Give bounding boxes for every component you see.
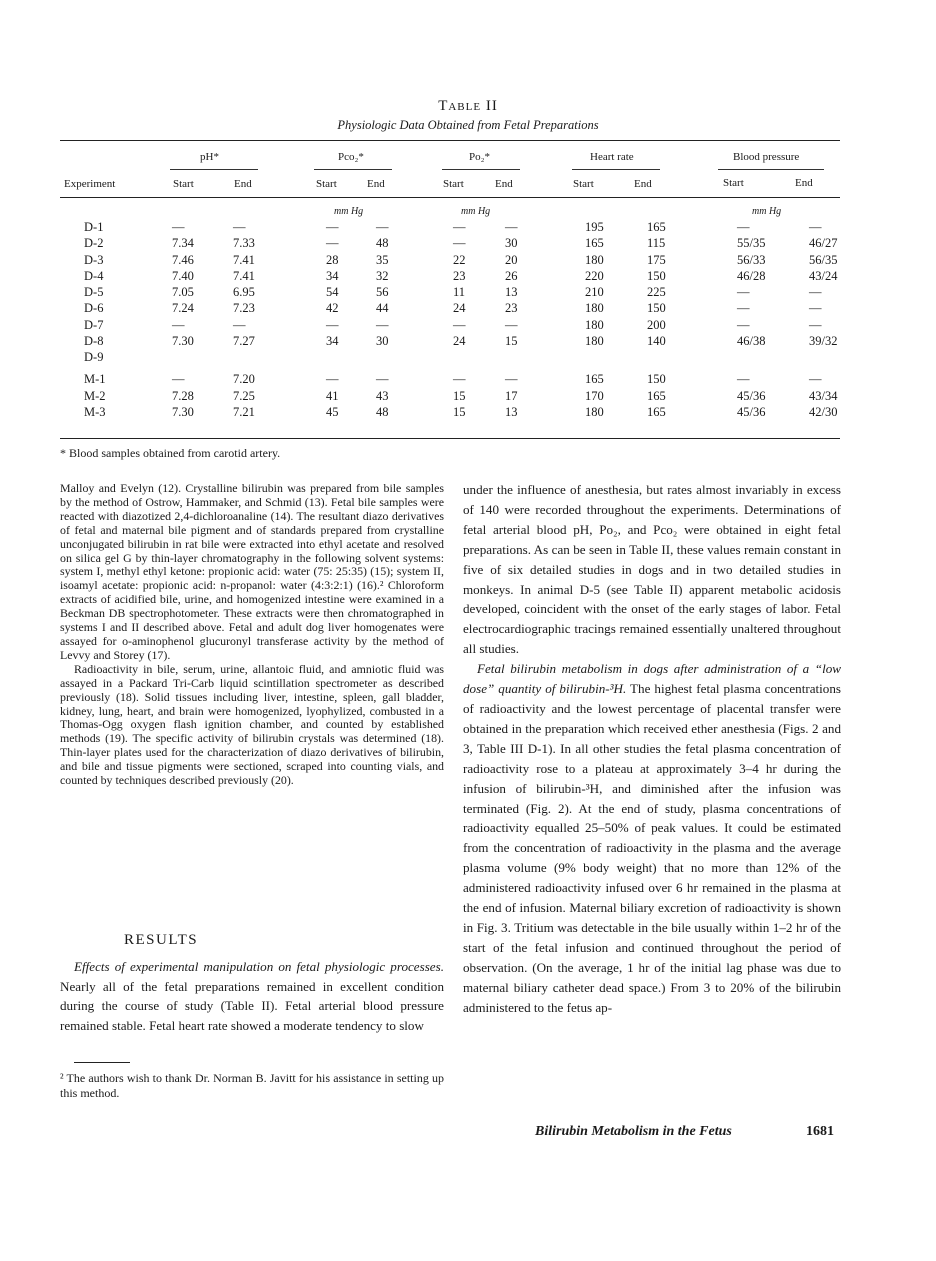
table-cell: 165 <box>647 220 666 234</box>
header-experiment: Experiment <box>64 178 116 190</box>
table-cell: 15 <box>453 388 466 403</box>
table-cell: 7.24 <box>172 301 194 316</box>
header-end: End <box>634 178 652 190</box>
left-paragraph-2: Radioactivity in bile, serum, urine, allantoic fluid, and amniotic fluid was assayed in a Packard Tri-Carb liquid scintillation spectrometer as described previously (18). Solid tissues including liver, intestine, spleen, gall bladder, kidney, lung, heart, and brain were homogenized, lyophylized, combusted in a Thomas-Ogg oxygen flash ignition chamber, and counted by established methods (19). The specific activity of bilirubin crystals was determined (18). Thin-layer plates used for the characterization of diazo derivatives of bilirubin, and bile and tissue pigments were sectioned, scraped into counting vials, and counted by techniques described previously (20). <box>60 661 444 788</box>
table-cell: 140 <box>647 334 666 349</box>
table-cell: — <box>172 317 185 332</box>
table-row <box>62 349 857 365</box>
table-cell: — <box>505 220 518 234</box>
table-cell <box>233 349 326 365</box>
table-cell: 115 <box>647 236 666 251</box>
table-cell: 39/32 <box>809 334 838 349</box>
table-cell: 45 <box>326 404 339 419</box>
table-header-rule <box>60 197 840 198</box>
table-cell <box>647 349 737 365</box>
table-cell <box>453 349 505 365</box>
table-cell: 7.33 <box>233 236 255 251</box>
table-cell: 11 <box>453 285 466 300</box>
table-cell: 48 <box>376 236 389 251</box>
table-row <box>62 219 857 235</box>
table-cell: 23 <box>505 301 518 316</box>
table-cell: — <box>453 317 466 332</box>
table-cell: 180 <box>585 404 604 419</box>
right-paragraph-2-head: Fetal bilirubin metabolism in dogs after administration of a “low dose” quantity of bilirubin-³H. <box>463 661 841 697</box>
table-cell <box>326 349 376 365</box>
header-ph: pH* <box>200 151 219 163</box>
experiment-id: D-8 <box>84 334 104 349</box>
data-table <box>62 219 857 420</box>
table-cell: 165 <box>647 404 666 419</box>
experiment-id: M-3 <box>84 404 106 419</box>
table-row <box>62 235 857 251</box>
table-cell: 225 <box>647 285 666 300</box>
table-cell: — <box>809 317 822 332</box>
table-cell: 6.95 <box>233 285 255 300</box>
left-column <box>60 482 444 788</box>
table-cell: 7.41 <box>233 268 255 283</box>
header-heart-rate: Heart rate <box>590 151 634 163</box>
header-end: End <box>367 178 385 190</box>
table-cell: 43/24 <box>809 268 838 283</box>
table-cell: 180 <box>585 301 604 316</box>
table-cell: 56 <box>376 285 389 300</box>
table-cell: 7.21 <box>233 404 255 419</box>
table-row <box>62 300 857 316</box>
table-cell: 200 <box>647 317 666 332</box>
table-cell: 7.41 <box>233 252 255 267</box>
table-cell: 20 <box>505 252 518 267</box>
table-cell: 7.27 <box>233 334 255 349</box>
table-cell: 15 <box>453 404 466 419</box>
table-cell: 195 <box>585 220 604 234</box>
table-cell: 220 <box>585 268 604 283</box>
table-cell: 150 <box>647 301 666 316</box>
group-line-ph <box>170 169 258 170</box>
page-number: 1681 <box>806 1124 834 1139</box>
header-start: Start <box>573 178 594 190</box>
table-cell: 13 <box>505 285 518 300</box>
experiment-id: D-1 <box>84 220 104 234</box>
group-line-pco2 <box>314 169 392 170</box>
table-cell: 175 <box>647 252 666 267</box>
table-cell: — <box>809 372 822 387</box>
table-cell: — <box>233 220 246 234</box>
table-cell: — <box>172 372 185 387</box>
table-cell: — <box>326 236 339 251</box>
table-cell: — <box>172 220 185 234</box>
table-cell: 46/27 <box>809 236 838 251</box>
table-cell: — <box>505 372 518 387</box>
table-cell <box>505 349 585 365</box>
left-paragraph-1: Malloy and Evelyn (12). Crystalline bilirubin was prepared from bile samples by the method of Ostrow, Hammaker, and Schmid (13). Fetal bile samples were reacted with diazotized 2,4-dichloroanaline (14). The resultant diazo derivatives of fetal and maternal bile pigment and of standards prepared from crystalline unconjugated bilirubin in rat bile were extracted into ethyl acetate and resolved on silica gel G by thin-layer chromatography in the following solvent systems: system I, methyl ethyl ketone: propionic acid: water (75: 25:35) (15); system II, isoamyl acetate: propionic acid: n-propanol: water (4:3:2:1) (16).² Chloroform extracts of acidified bile, urine, and homogenized intestine were examined in a Beckman DB spectrophotometer. These extracts were then chromatographed in systems I and II described above. Fetal and adult dog liver homogenates were assayed for o-aminophenol glucuronyl transferase activity by the method of Levvy and Storey (17). <box>60 481 444 662</box>
table-cell: 180 <box>585 334 604 349</box>
experiment-id: D-5 <box>84 285 104 300</box>
experiment-id: D-7 <box>84 317 104 332</box>
table-cell: 170 <box>585 388 604 403</box>
header-end: End <box>795 177 813 189</box>
table-cell: — <box>376 372 389 387</box>
right-paragraph-2-text: The highest fetal plasma concentrations of radioactivity and the lowest percentage of placental transfer were obtained in the preparation which received ether anesthesia (Figs. 2 and 3, Table III D-1). In all other studies the fetal plasma concentration of radioactivity rose to a plateau at approximately 3–4 hr during the infusion of bilirubin-³H, and diminished after the infusion was terminated (Fig. 2). At the end of study, plasma concentrations of radioactivity equalled 25–50% of peak values. It could be estimated from the concentration of radioactivity in the plasma and the average plasma volume (9% body weight) that no more than 12% of the administered radioactivity infused over 6 hr remained in the plasma at the end of infusion. Maternal biliary excretion of radioactivity is shown in Fig. 3. Tritium was detectable in the bile usually within 1–2 hr of the start of the fetal infusion and continued throughout the period of observation. (On the average, 1 hr of the initial lag phase was due to maternal biliary catheter dead space.) From 3 to 20% of the bilirubin administered to the fetus ap- <box>463 681 841 1015</box>
table-cell: — <box>505 317 518 332</box>
header-start: Start <box>173 178 194 190</box>
table-cell: 165 <box>585 236 604 251</box>
table-bottom-rule <box>60 438 840 439</box>
table-cell: 7.34 <box>172 236 194 251</box>
units-po2: mm Hg <box>461 206 491 217</box>
table-cell: — <box>453 220 466 234</box>
table-top-rule <box>60 140 840 141</box>
group-line-blood-pressure <box>718 169 824 170</box>
table-cell: 7.30 <box>172 334 194 349</box>
table-cell: — <box>233 317 246 332</box>
table-cell: 56/33 <box>737 252 766 267</box>
table-cell: 26 <box>505 268 518 283</box>
table-cell: 7.25 <box>233 388 255 403</box>
header-end: End <box>234 178 252 190</box>
table-cell: 28 <box>326 252 339 267</box>
header-start: Start <box>443 178 464 190</box>
table-row <box>62 404 857 420</box>
table-cell: 210 <box>585 285 604 300</box>
results-subhead: Effects of experimental manipulation on fetal physiologic processes. <box>74 959 444 974</box>
experiment-id: D-9 <box>84 350 104 365</box>
table-cell: 48 <box>376 404 389 419</box>
table-cell: — <box>376 220 389 234</box>
table-cell: 46/38 <box>737 334 766 349</box>
table-cell: 13 <box>505 404 518 419</box>
table-cell: 15 <box>505 334 518 349</box>
table-row <box>62 317 857 333</box>
page-footnote: ² The authors wish to thank Dr. Norman B. Javitt for his assistance in setting up this method. <box>60 1071 444 1100</box>
table-cell <box>585 349 647 365</box>
table-cell: — <box>376 317 389 332</box>
table-cell: 30 <box>505 236 518 251</box>
table-cell: 7.20 <box>233 372 255 387</box>
right-column <box>463 480 841 1017</box>
group-line-po2 <box>442 169 520 170</box>
results-heading: RESULTS <box>124 932 199 948</box>
table-cell: 30 <box>376 334 389 349</box>
running-title: Bilirubin Metabolism in the Fetus <box>535 1124 732 1139</box>
table-cell: 165 <box>647 388 666 403</box>
table-cell: 7.28 <box>172 388 194 403</box>
table-cell: — <box>453 372 466 387</box>
table-cell: 34 <box>326 268 339 283</box>
table-cell: 41 <box>326 388 339 403</box>
table-cell: 180 <box>585 317 604 332</box>
table-cell: 150 <box>647 268 666 283</box>
table-row <box>62 366 857 388</box>
table-cell: 35 <box>376 252 389 267</box>
table-cell: — <box>809 285 822 300</box>
table-cell: 17 <box>505 388 518 403</box>
table-cell <box>172 349 233 365</box>
table-cell: — <box>453 236 466 251</box>
table-cell: 54 <box>326 285 339 300</box>
experiment-id: D-3 <box>84 252 104 267</box>
table-footnote: * Blood samples obtained from carotid artery. <box>60 446 281 460</box>
header-pco2: Pco₂* <box>338 151 364 163</box>
table-cell: 32 <box>376 268 389 283</box>
table-cell: 23 <box>453 268 466 283</box>
table-cell: 7.30 <box>172 404 194 419</box>
header-po2: Po₂* <box>469 151 490 163</box>
header-start: Start <box>723 177 744 189</box>
table-cell: 24 <box>453 334 466 349</box>
table-cell: 22 <box>453 252 466 267</box>
table-cell: 43/34 <box>809 388 838 403</box>
experiment-id: D-6 <box>84 301 104 316</box>
table-cell: — <box>326 220 339 234</box>
table-cell: 55/35 <box>737 236 766 251</box>
group-line-heart-rate <box>572 169 660 170</box>
table-cell <box>809 349 857 365</box>
table-row <box>62 252 857 268</box>
table-cell: 180 <box>585 252 604 267</box>
table-cell: 34 <box>326 334 339 349</box>
experiment-id: M-1 <box>84 372 106 387</box>
table-cell: 44 <box>376 301 389 316</box>
experiment-id: D-4 <box>84 268 104 283</box>
table-cell: 42 <box>326 301 339 316</box>
table-cell: — <box>326 372 339 387</box>
table-cell <box>737 349 809 365</box>
table-row <box>62 388 857 404</box>
table-cell: — <box>737 220 750 234</box>
table-cell: — <box>809 220 822 234</box>
results-paragraph <box>60 957 444 1035</box>
table-cell: 46/28 <box>737 268 766 283</box>
table-cell: 42/30 <box>809 404 838 419</box>
footnote-rule <box>74 1062 130 1063</box>
header-end: End <box>495 178 513 190</box>
results-text: Nearly all of the fetal preparations remained in excellent condition during the course of study (Table II). Fetal arterial blood pressure remained stable. Fetal heart rate showed a moderate tendency to slow <box>60 978 444 1033</box>
table-cell: 56/35 <box>809 252 838 267</box>
table-cell: — <box>737 301 750 316</box>
table-cell: — <box>326 317 339 332</box>
table-row <box>62 268 857 284</box>
header-start: Start <box>316 178 337 190</box>
table-subtitle: Physiologic Data Obtained from Fetal Preparations <box>337 118 599 132</box>
table-cell: — <box>737 317 750 332</box>
table-row <box>62 333 857 349</box>
table-cell: 45/36 <box>737 388 766 403</box>
table-cell <box>376 349 453 365</box>
table-cell: — <box>737 285 750 300</box>
table-cell: 7.23 <box>233 301 255 316</box>
table-cell: 45/36 <box>737 404 766 419</box>
table-cell: — <box>809 301 822 316</box>
table-cell: 7.46 <box>172 252 194 267</box>
units-pco2: mm Hg <box>334 206 364 217</box>
experiment-id: D-2 <box>84 236 104 251</box>
right-paragraph-1: under the influence of anesthesia, but rates almost invariably in excess of 140 were recorded throughout the experiments. Determinations of fetal arterial blood pH, Po₂, and Pco₂ were obtained in eight fetal preparations. As can be seen in Table II, these values remain constant in five of six detailed studies in dogs and in two detailed studies in monkeys. In animal D-5 (see Table II) apparent metabolic acidosis developed, coincident with the onset of the early stages of labor. Fetal electrocardiographic tracings remained essentially unaltered throughout all studies. <box>463 482 841 657</box>
table-cell: — <box>737 372 750 387</box>
table-cell: 7.40 <box>172 268 194 283</box>
table-cell: 150 <box>647 372 666 387</box>
header-blood-pressure: Blood pressure <box>733 151 800 163</box>
table-title: Table II <box>438 98 498 114</box>
table-cell: 24 <box>453 301 466 316</box>
units-blood-pressure: mm Hg <box>752 206 782 217</box>
table-cell: 7.05 <box>172 285 194 300</box>
experiment-id: M-2 <box>84 388 106 403</box>
table-cell: 43 <box>376 388 389 403</box>
table-cell: 165 <box>585 372 604 387</box>
table-row <box>62 284 857 300</box>
